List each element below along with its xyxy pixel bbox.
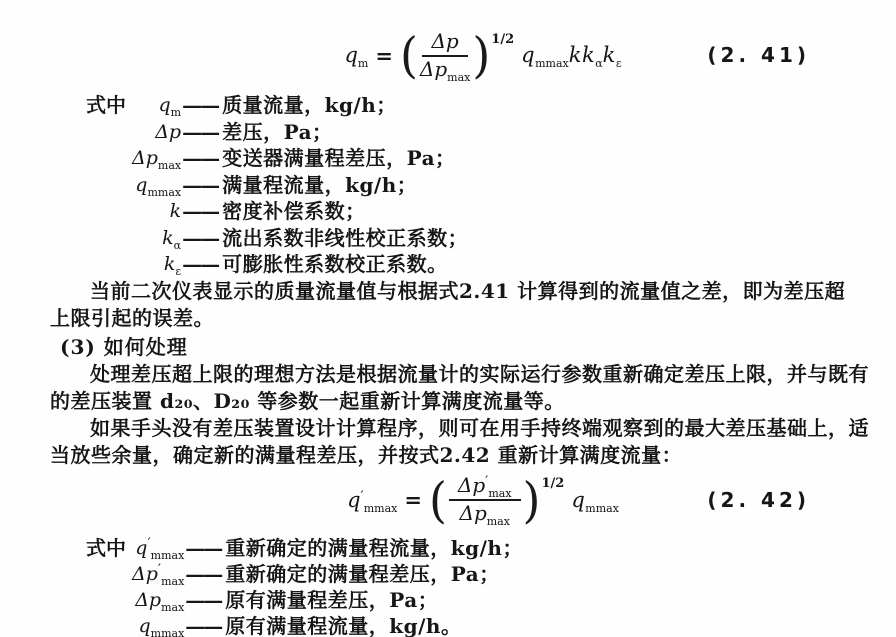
text-line: 处理差压超上限的理想方法是根据流量计的实际运行参数重新确定差压上限，并与既有 <box>90 361 869 386</box>
exponent: 1/2 <box>491 31 515 47</box>
equals-sign: = <box>375 42 393 68</box>
formula-body: $q'_{mmax}$ = ( $\frac{\Delta p'_{max}}{\Delta p_{max}}$ ) $^{1/2}$ $q_{mmax}$ <box>347 471 619 528</box>
paragraph-ideal-method <box>50 361 869 415</box>
where-label-spacer <box>86 613 132 637</box>
formula-body: $q_m$ = ( $\frac{\Delta p}{\Delta p_{max}}$ ) $^{1/2}$ $q_{mmax}kk_\alpha k_\varepsilon$ <box>344 26 622 84</box>
symbol: $k_\varepsilon$ <box>163 253 182 278</box>
equation-2-41 <box>50 24 846 86</box>
fraction-numerator: Δp <box>422 30 467 57</box>
equation-lhs: $q'_{mmax}$ <box>347 487 398 515</box>
fraction <box>449 473 521 528</box>
text-line: 上限引起的误差。 <box>50 305 214 330</box>
nomenclature-block-2 <box>50 535 846 637</box>
symbol: $q_{mmax}$ <box>135 173 182 199</box>
definition-dash: —— <box>182 252 219 276</box>
symbol: $\Delta p'_{max}$ <box>132 561 185 588</box>
text-line: 如果手头没有差压装置设计计算程序，则可在用手持终端观察到的最大差压基础上，适 <box>90 415 869 440</box>
definition-dash: —— <box>182 119 219 144</box>
fraction-denominator: $\Delta p_{max}$ <box>459 501 510 528</box>
symbol: $\Delta p_{max}$ <box>132 147 182 172</box>
where-label-spacer <box>86 172 132 199</box>
definition-dash: —— <box>182 225 219 250</box>
definition-text: 变送器满量程差压，Pa； <box>222 146 456 170</box>
definition-text: 重新确定的满量程流量，kg/h； <box>225 535 523 560</box>
definition-dash: —— <box>185 613 222 637</box>
definition-text: 质量流量，kg/h； <box>222 93 397 117</box>
equation-tail: $q_{mmax}kk_\alpha k_\varepsilon$ <box>521 43 622 71</box>
symbol: $q_m$ <box>158 94 182 119</box>
symbol: $q_{mmax}$ <box>138 614 185 637</box>
definition-text: 满量程流量，kg/h； <box>222 172 418 197</box>
equation-number: (2. 41) <box>707 43 810 67</box>
equation-number: (2. 42) <box>707 487 810 512</box>
text-line: 的差压装置 d₂₀、D₂₀ 等参数一起重新计算满度流量等。 <box>50 388 565 413</box>
definition-text: 可膨胀性系数校正系数。 <box>222 252 448 276</box>
definition-dash: —— <box>185 535 222 560</box>
paragraph-alternative-method <box>50 415 869 469</box>
definition-dash: —— <box>182 146 219 170</box>
where-label-spacer <box>86 587 132 613</box>
section-heading: (3) 如何处理 <box>60 334 188 359</box>
where-label-spacer <box>86 225 132 252</box>
definition-text: 密度补偿系数； <box>222 199 366 223</box>
where-label-spacer <box>86 145 132 172</box>
symbol: $k_\alpha$ <box>162 226 182 252</box>
text-line: 当放些余量，确定新的满量程差压，并按式2.42 重新计算满度流量： <box>50 442 683 467</box>
definition-text: 原有满量程流量，kg/h。 <box>225 613 462 637</box>
definition-dash: —— <box>182 172 219 197</box>
equation-2-42 <box>50 469 846 531</box>
definition-dash: —— <box>185 561 222 586</box>
symbol: Δp <box>155 120 182 143</box>
where-label-spacer <box>86 251 132 278</box>
definition-dash: —— <box>182 199 219 223</box>
symbol: $q'_{mmax}$ <box>135 535 185 562</box>
definition-dash: —— <box>182 93 219 117</box>
where-label-spacer <box>86 561 132 587</box>
text-line: 当前二次仪表显示的质量流量值与根据式2.41 计算得到的流量值之差，即为差压超 <box>90 278 846 303</box>
where-label-spacer <box>86 198 132 225</box>
definition-text: 流出系数非线性校正系数； <box>222 225 469 250</box>
fraction-denominator: $\Delta p_{max}$ <box>419 56 471 84</box>
equation-tail: $q_{mmax}$ <box>571 487 619 515</box>
fraction <box>419 28 471 84</box>
definition-text: 原有满量程差压，Pa； <box>225 587 439 612</box>
nomenclature-block-1 <box>50 92 846 278</box>
symbol: k <box>169 200 182 222</box>
fraction-numerator: $\Delta p'_{max}$ <box>449 474 521 501</box>
where-label: 式中 <box>86 535 126 560</box>
paragraph-error-explanation <box>50 278 846 332</box>
equation-lhs: $q_m$ <box>344 43 369 71</box>
where-label-spacer <box>86 119 132 146</box>
definition-text: 重新确定的满量程差压，Pa； <box>225 561 500 586</box>
definition-dash: —— <box>185 587 222 612</box>
exponent: 1/2 <box>541 476 565 491</box>
symbol: $\Delta p_{max}$ <box>135 588 185 614</box>
where-label: 式中 <box>86 93 126 117</box>
definition-text: 差压，Pa； <box>222 119 333 144</box>
equals-sign: = <box>404 487 422 512</box>
